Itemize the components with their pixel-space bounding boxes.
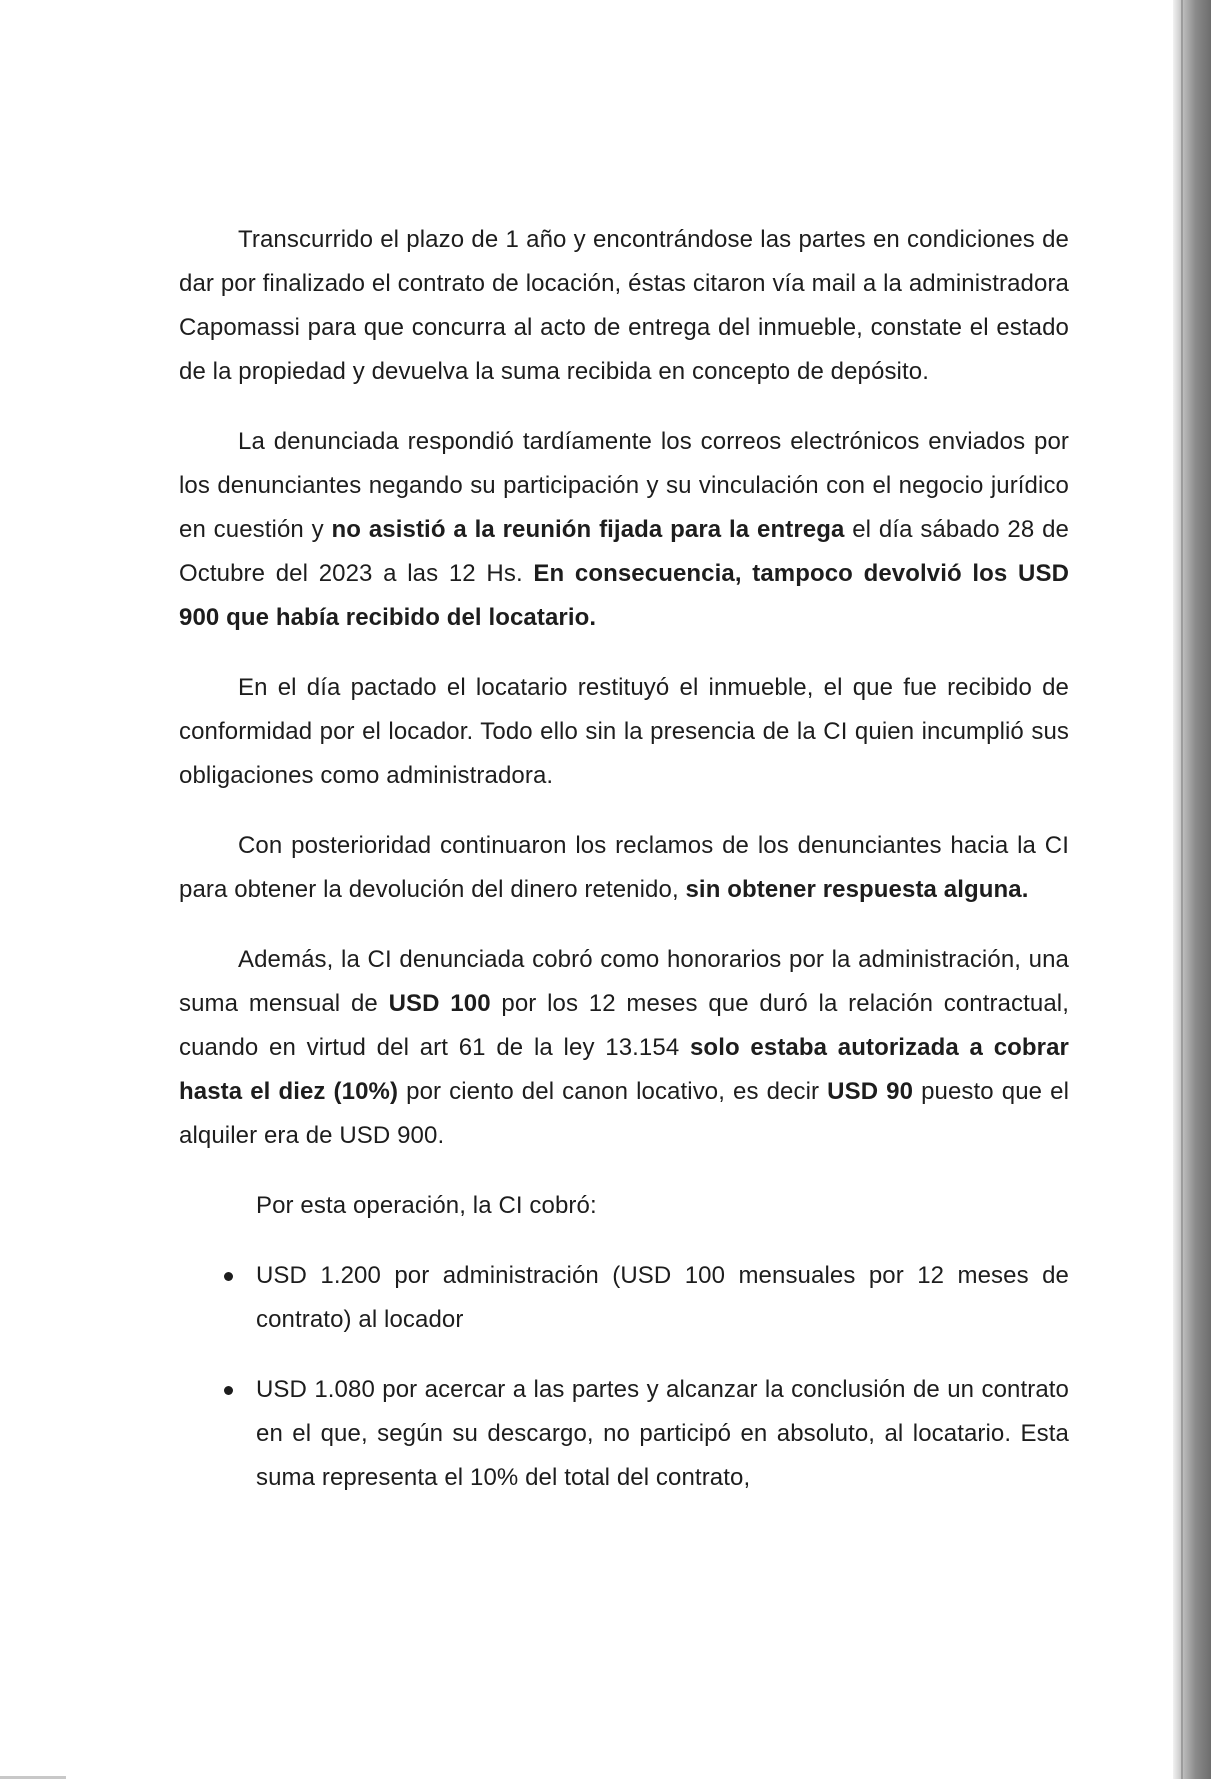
paragraph [179, 824, 1069, 912]
list-item-text: USD 1.200 por administración (USD 100 mensuales por 12 meses de contrato) al locador [256, 1262, 1069, 1333]
paragraph-text: Con posterioridad continuaron los reclamos de los denunciantes hacia la CI para obtener la devolución del dinero retenido, [179, 832, 1069, 903]
paragraph [179, 666, 1069, 798]
paragraph [179, 420, 1069, 640]
paragraph-text: el día sábado 28 de Octubre del 2023 a las 12 Hs. [179, 516, 1070, 587]
emphasized-text: sin obtener respuesta alguna. [685, 876, 1029, 903]
emphasized-text: En consecuencia, tampoco devolvió los USD 900 que había recibido del locatario. [179, 560, 1069, 631]
bullet-icon [224, 1272, 233, 1281]
list-item-text: USD 1.080 por acercar a las partes y alcanzar la conclusión de un contrato en el que, según su descargo, no participó en absoluto, al locatario. Esta suma representa el 10% del total del contrato, [256, 1376, 1069, 1491]
paragraph [179, 938, 1069, 1158]
paragraph-text: La denunciada respondió tardíamente los correos electrónicos enviados por los denunciantes negando su participación y su vinculación con el negocio jurídico en cuestión y [179, 428, 1069, 543]
list-intro: Por esta operación, la CI cobró: [256, 1192, 597, 1219]
scan-edge-shadow [1173, 0, 1211, 1779]
list-item [179, 1368, 1069, 1500]
emphasized-text: solo estaba autorizada a cobrar hasta el diez (10%) [179, 1034, 1069, 1105]
scan-edge-line [1181, 0, 1183, 1779]
paragraph [179, 218, 1069, 394]
paragraph-text: por ciento del canon locativo, es decir [398, 1078, 828, 1105]
emphasized-text: USD 100 [388, 990, 491, 1017]
document-body [179, 218, 1069, 1526]
emphasized-text: no asistió a la reunión fijada para la entrega [331, 516, 845, 543]
list-item [179, 1254, 1069, 1342]
bullet-icon [224, 1386, 233, 1395]
paragraph-text: En el día pactado el locatario restituyó el inmueble, el que fue recibido de conformidad por el locador. Todo ello sin la presencia de la CI quien incumplió sus obligaciones como administradora. [179, 674, 1069, 789]
emphasized-text: USD 90 [827, 1078, 914, 1105]
paragraph-text: por los 12 meses que duró la relación contractual, cuando en virtud del art 61 de la ley 13.154 [179, 990, 1070, 1061]
paragraph-text: Transcurrido el plazo de 1 año y encontrándose las partes en condiciones de dar por finalizado el contrato de locación, éstas citaron vía mail a la administradora Capomassi para que concurra al acto de entrega del inmueble, constate el estado de la propiedad y devuelva la suma recibida en concepto de depósito. [179, 226, 1069, 385]
paragraph-text: Además, la CI denunciada cobró como honorarios por la administración, una suma mensual de [179, 946, 1069, 1017]
bullet-list [179, 1254, 1069, 1500]
paragraph-text: puesto que el alquiler era de USD 900. [179, 1078, 1070, 1149]
